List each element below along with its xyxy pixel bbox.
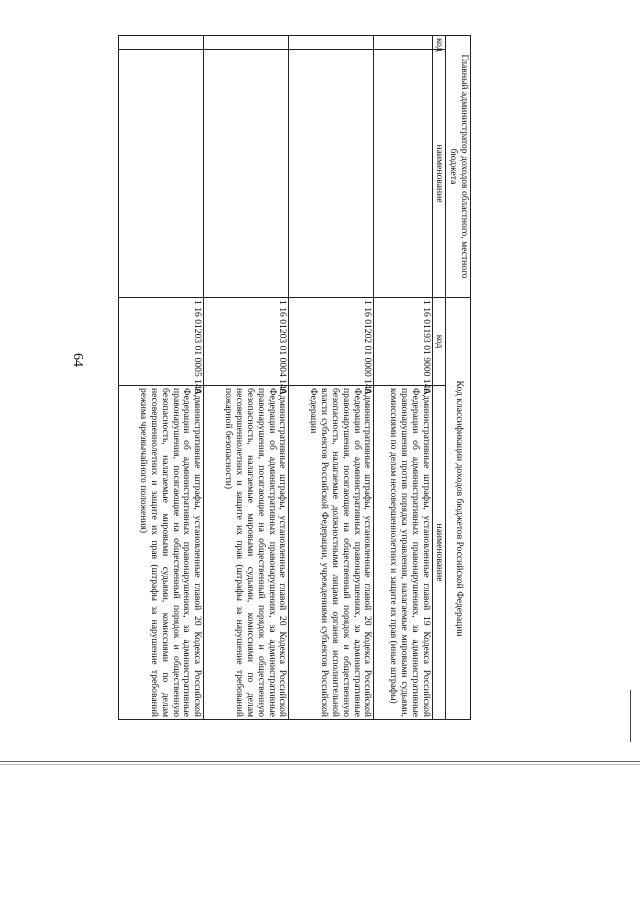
admin-name-cell bbox=[289, 50, 374, 298]
page-divider-shadow bbox=[0, 764, 640, 765]
header-class-code: код bbox=[432, 298, 446, 386]
header-classification-group: Код классификации доходов бюджетов Российской Федерации bbox=[446, 298, 471, 720]
page-number: 64 bbox=[70, 353, 85, 367]
admin-name-cell bbox=[374, 50, 432, 298]
classification-code: 1 16 01202 01 0000 140 bbox=[289, 298, 374, 386]
classification-code: 1 16 01203 01 0004 140 bbox=[204, 298, 289, 386]
header-column-row bbox=[432, 36, 446, 720]
table-row bbox=[289, 36, 374, 720]
admin-code-cell bbox=[374, 36, 432, 50]
table-row bbox=[119, 36, 204, 720]
classification-name: Административные штрафы, установленные главой 20 Кодекса Российской Федерации об административных правонарушениях, за административные правонарушения, посягающие на общественный порядок и общественную безопасность, налагаемые должностными лицами органов исполнительной власти субъектов Российской Федерации, учреждениями субъектов Российской Федерации bbox=[289, 386, 374, 720]
revenue-classification-table bbox=[118, 35, 471, 720]
rotated-page-content bbox=[118, 35, 471, 719]
table-row bbox=[204, 36, 289, 720]
classification-code: 1 16 01203 01 0005 140 bbox=[119, 298, 204, 386]
classification-name: Административные штрафы, установленные главой 20 Кодекса Российской Федерации об административных правонарушениях, за административные правонарушения, посягающие на общественный порядок и общественную безопасность, налагаемые мировыми судьями, комиссиями по делам несовершеннолетних и защите их прав (штрафы за нарушение требований пожарной безопасности) bbox=[204, 386, 289, 720]
scan-edge-mark bbox=[630, 690, 631, 742]
header-admin-name: наименование bbox=[432, 50, 446, 298]
admin-code-cell bbox=[204, 36, 289, 50]
admin-name-cell bbox=[204, 50, 289, 298]
admin-code-cell bbox=[119, 36, 204, 50]
classification-name: Административные штрафы, установленные главой 19 Кодекса Российской Федерации об административных правонарушениях, за административные правонарушения против порядка управления, налагаемые мировыми судьями, комиссиями по делам несовершеннолетних и защите их прав (иные штрафы) bbox=[374, 386, 432, 720]
admin-name-cell bbox=[119, 50, 204, 298]
classification-name: Административные штрафы, установленные главой 20 Кодекса Российской Федерации об административных правонарушениях, за административные правонарушения, посягающие на общественный порядок и общественную безопасность, налагаемые мировыми судьями, комиссиями по делам несовершеннолетних и защите их прав (штрафы за нарушение требований режима чрезвычайного положения) bbox=[119, 386, 204, 720]
header-admin-group: Главный администратор доходов областного, местного бюджета bbox=[446, 36, 471, 298]
classification-code: 1 16 01193 01 9000 140 bbox=[374, 298, 432, 386]
page-divider bbox=[0, 761, 640, 762]
header-class-name: наименование bbox=[432, 386, 446, 720]
table-row bbox=[374, 36, 432, 720]
header-group-row bbox=[446, 36, 471, 720]
admin-code-cell bbox=[289, 36, 374, 50]
header-admin-code: код bbox=[432, 36, 446, 50]
